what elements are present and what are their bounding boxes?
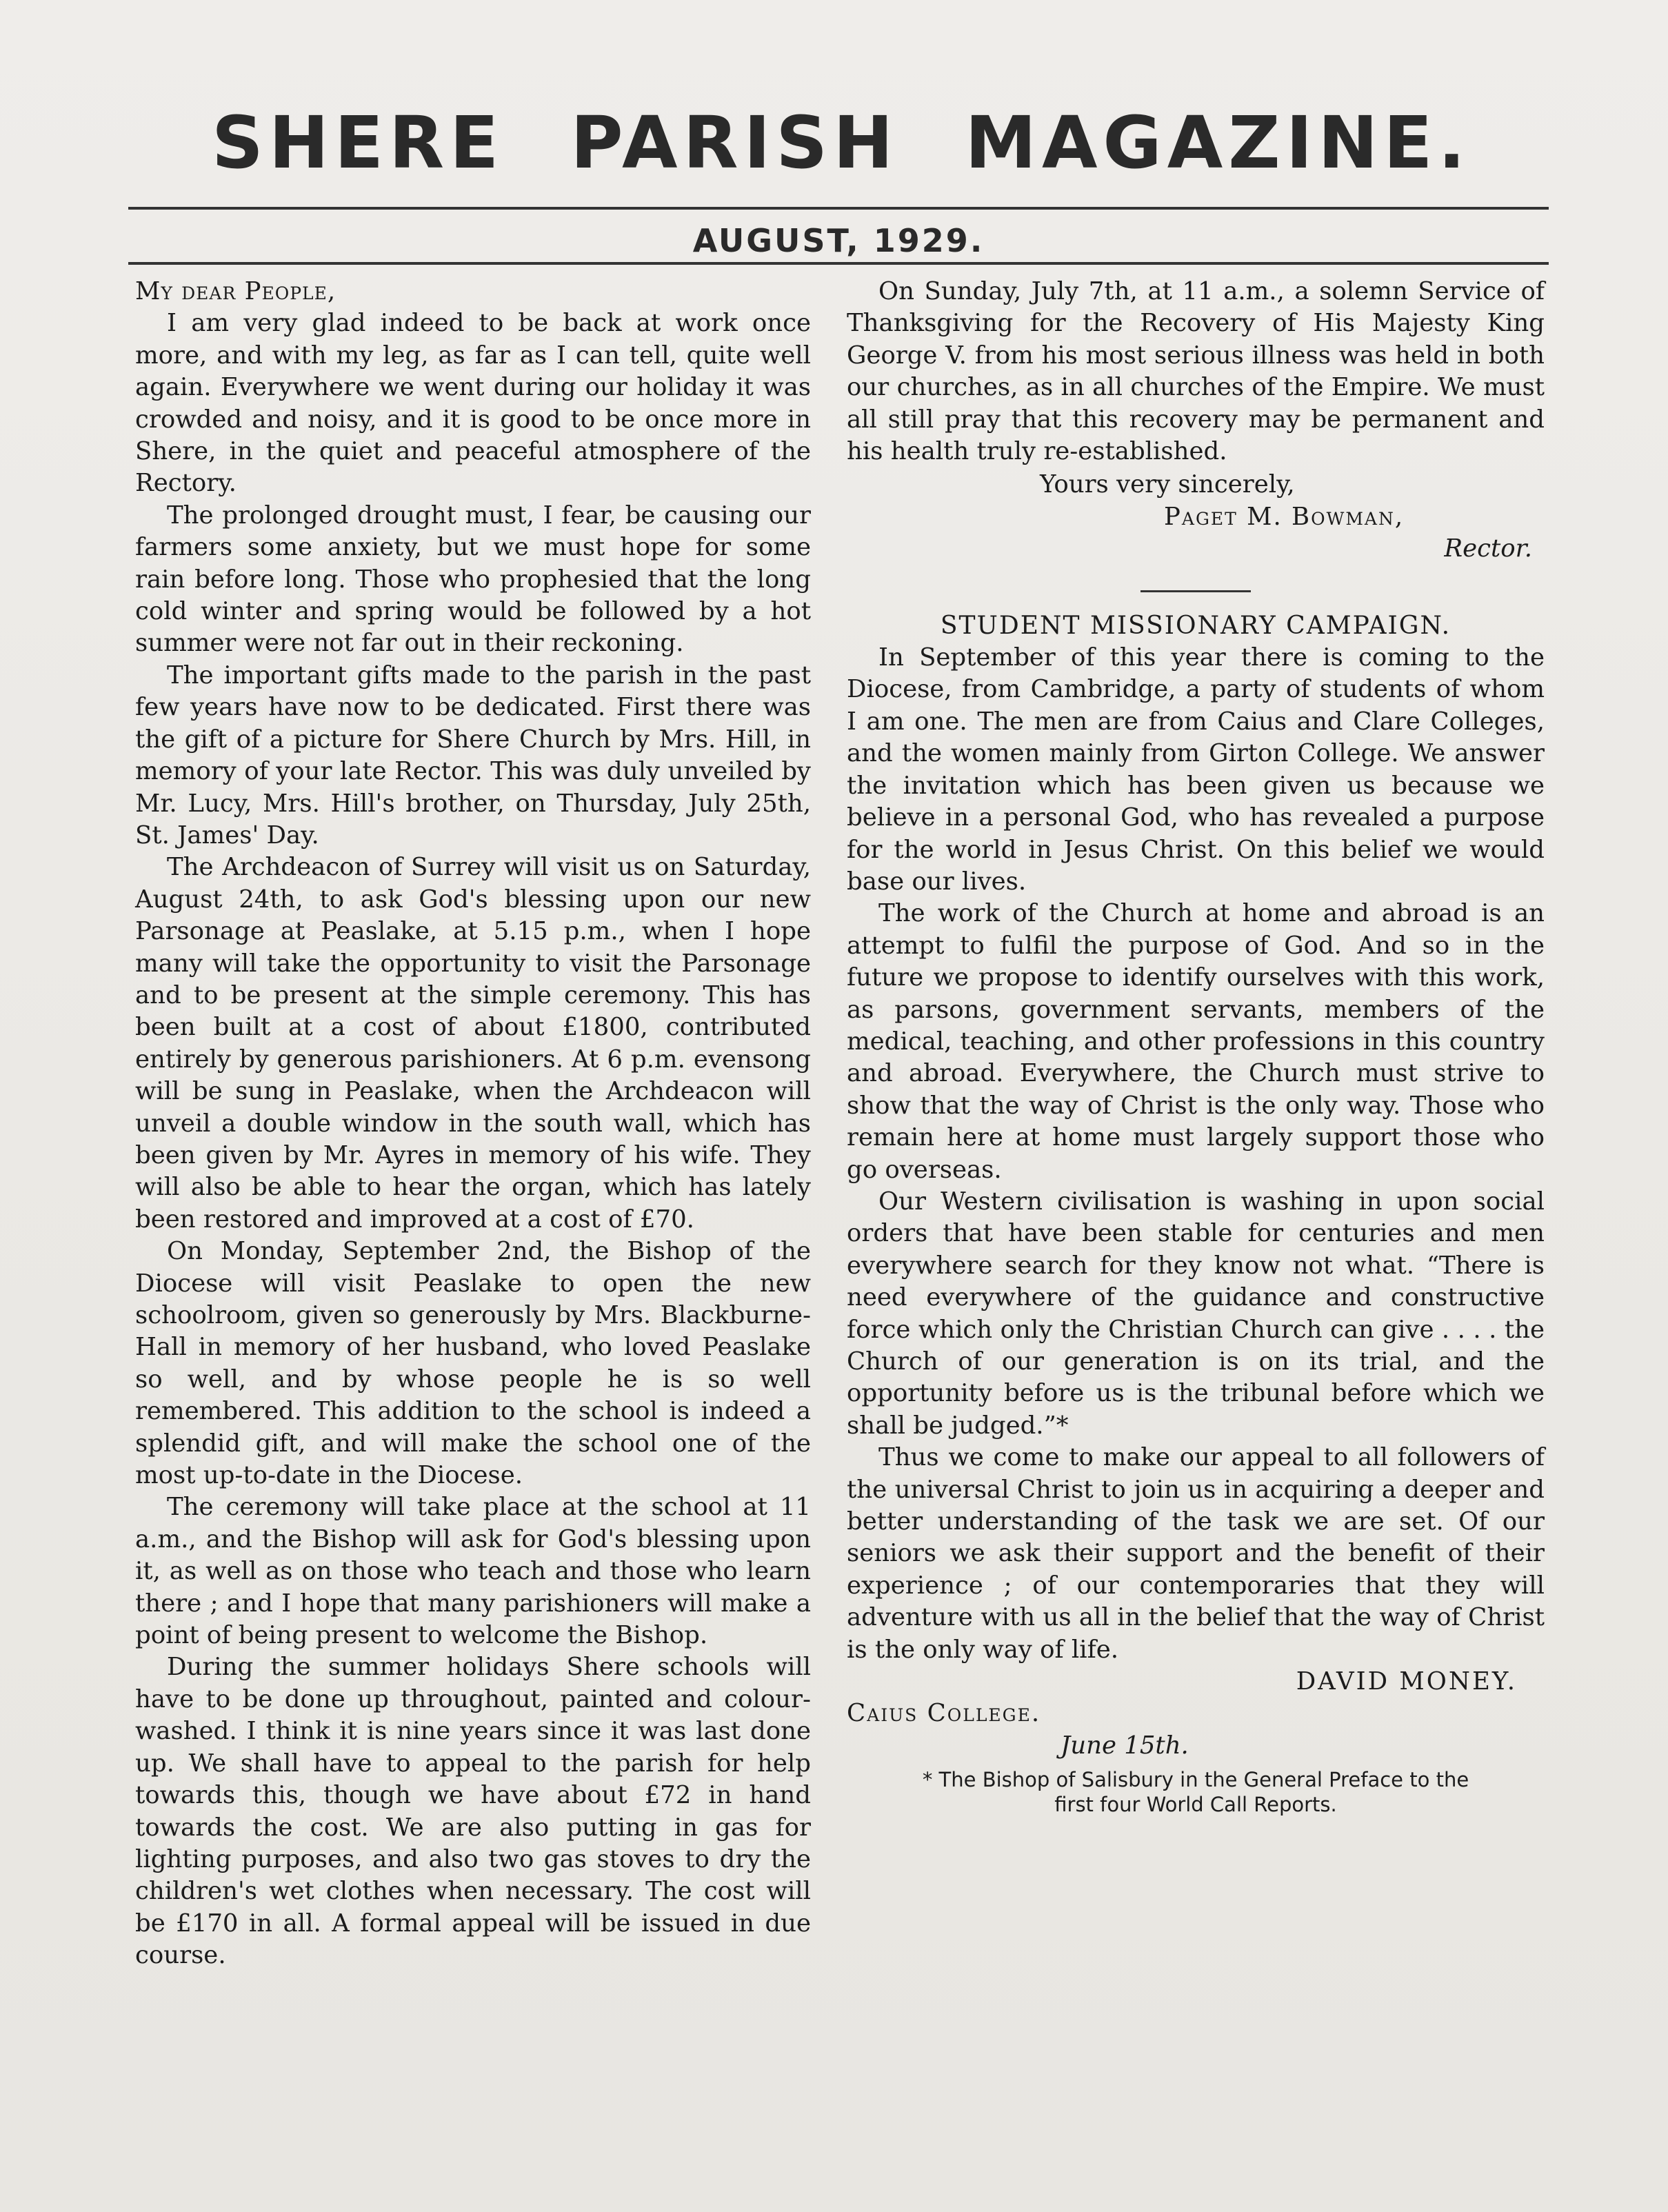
letter-paragraph: The ceremony will take place at the school at 11 a.m., and the Bishop will ask for God's blessing upon it, as well as on those who teach and those who learn there ; and I hope that many parishioners will make a point of being present to welcome the Bishop. (135, 1493, 811, 1650)
letter-salutation: My dear People, (135, 277, 336, 305)
campaign-paragraph: The work of the Church at home and abroad is an attempt to fulfil the purpose of God. And so in the future we propose to identify ourselves with this work, as parsons, government servants, members of the medical, teaching, and other professions in this country and abroad. Everywhere, the Church must strive to show that the way of Christ is the only way. Those who remain here at home must largely support those who go overseas. (847, 899, 1545, 1184)
letter-paragraph: The important gifts made to the parish in the past few years have now to be dedicated. First there was the gift of a picture for Shere Church by Mrs. Hill, in memory of your late Rector. This was duly unveiled by Mr. Lucy, Mrs. Hill's brother, on Thursday, July 25th, St. James' Day. (135, 661, 811, 849)
footnote-line-2: first four World Call Reports. (1054, 1793, 1337, 1817)
letter-paragraph: The Archdeacon of Surrey will visit us on Saturday, August 24th, to ask God's blessing upon our new Parsonage at Peaslake, at 5.15 p.m., when I hope many will take the opportunity to visit the Parsonage and to be present at the simple ceremony. This has been built at a cost of about £1800, contributed entirely by generous parishioners. At 6 p.m. evensong will be sung in Peaslake, when the Archdeacon will unveil a double window in the south wall, which has been given by Mr. Ayres in memory of his wife. They will also be able to hear the organ, which has lately been restored and improved at a cost of £70. (135, 853, 811, 1234)
right-column (847, 276, 1545, 1817)
section-divider (1141, 590, 1251, 592)
letter-closing: Yours very sincerely, (1040, 470, 1295, 499)
campaign-date: June 15th. (1061, 1731, 1189, 1760)
masthead-word-2: PARISH (570, 101, 899, 185)
campaign-paragraph: Our Western civilisation is washing in upon social orders that have been stable for centuries and men everywhere search for they know not what. “There is need everywhere of the guidance and constructive force which only the Christian Church can give . . . . the Church of our generation is on its trial, and the opportunity before us is the tribunal before which we shall be judged.”* (847, 1187, 1545, 1440)
letter-office: Rector. (1444, 534, 1532, 563)
campaign-author: DAVID MONEY. (1296, 1667, 1517, 1696)
letter-paragraph: On Sunday, July 7th, at 11 a.m., a solemn Service of Thanksgiving for the Recovery of His Majesty King George V. from his most serious illness was held in both our churches, as in all churches of the Empire. We must all still pray that this recovery may be permanent and his health truly re-established. (847, 277, 1545, 466)
letter-signoff (847, 469, 1545, 565)
letter-paragraph: During the summer holidays Shere schools will have to be done up throughout, painted and colour-washed. I think it is nine years since it was last done up. We shall have to appeal to the parish for help towards this, though we have about £72 in hand towards the cost. We are also putting in gas for lighting purposes, and also two gas stoves to dry the children's wet clothes when necessary. The cost will be £170 in all. A formal appeal will be issued in due course. (135, 1653, 811, 1970)
letter-paragraph: I am very glad indeed to be back at work once more, and with my leg, as far as I can tell, quite well again. Everywhere we went during our holiday it was crowded and noisy, and it is good to be once more in Shere, in the quiet and peaceful atmosphere of the Rectory. (135, 309, 811, 498)
masthead-word-1: SHERE (212, 101, 505, 185)
letter-paragraph: On Monday, September 2nd, the Bishop of the Diocese will visit Peaslake to open the new schoolroom, given so generously by Mrs. Blackburne-Hall in memory of her husband, who loved Peaslake so well, and by whose people he is so well remembered. This addition to the school is indeed a splendid gift, and will make the school one of the most up-to-date in the Diocese. (135, 1237, 811, 1490)
masthead-rule-bottom (128, 262, 1549, 265)
masthead-word-3: MAGAZINE. (965, 101, 1471, 185)
letter-paragraph: The prolonged drought must, I fear, be causing our farmers some anxiety, but we must hope for some rain before long. Those who prophesied that the long cold winter and spring would be followed by a hot summer were not far out in their reckoning. (135, 501, 811, 658)
footnote-line-1: * The Bishop of Salisbury in the General Preface to the (922, 1768, 1469, 1792)
campaign-heading: STUDENT MISSIONARY CAMPAIGN. (940, 611, 1451, 640)
campaign-paragraph: In September of this year there is coming to the Diocese, from Cambridge, a party of students of whom I am one. The men are from Caius and Clare Colleges, and the women mainly from Girton College. We answer the invitation which has been given us because we believe in a personal God, who has revealed a purpose for the world in Jesus Christ. On this belief we would base our lives. (847, 643, 1545, 896)
campaign-college: Caius College. (847, 1699, 1041, 1728)
campaign-paragraph: Thus we come to make our appeal to all followers of the universal Christ to join us in acquiring a deeper and better understanding of the task we are set. Of our seniors we ask their support and the benefit of their experience ; of our contemporaries that they will adventure with us all in the belief that the way of Christ is the only way of life. (847, 1443, 1545, 1664)
masthead-title (131, 101, 1551, 185)
masthead-rule-top (128, 207, 1549, 210)
letter-signature: Paget M. Bowman, (1164, 502, 1405, 531)
left-column (135, 276, 811, 1972)
issue-date: AUGUST, 1929. (692, 222, 985, 259)
footnote (847, 1767, 1545, 1817)
